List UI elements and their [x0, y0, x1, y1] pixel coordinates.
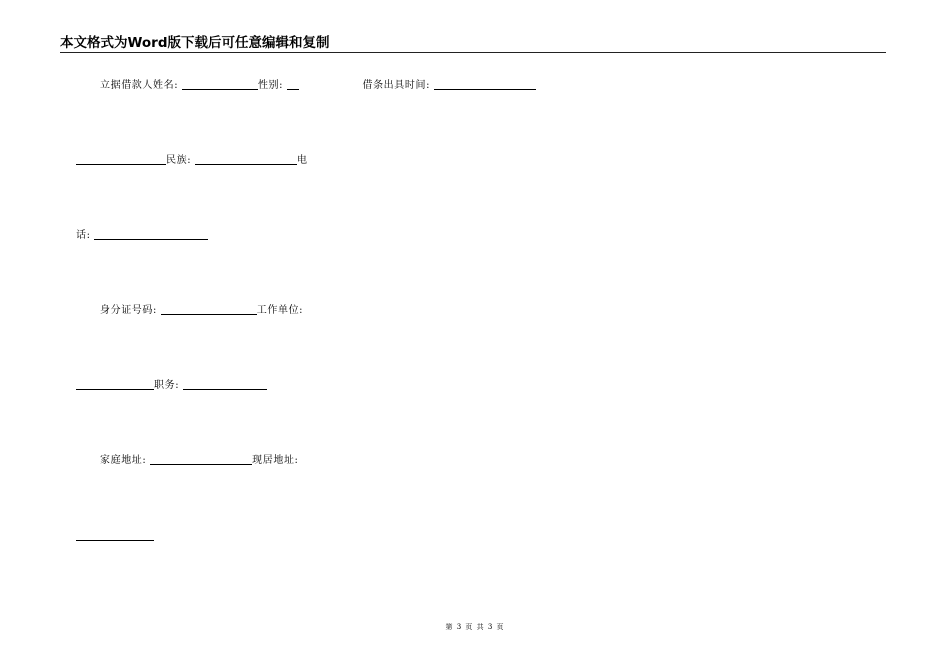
- position-blank: [183, 379, 267, 390]
- issue-time-label: 借条出具时间:: [362, 80, 431, 91]
- gender-blank: [287, 79, 299, 90]
- page-number: 第 3 页 共 3 页: [445, 623, 505, 631]
- form-line-5: [76, 379, 267, 393]
- id-number-blank: [161, 304, 257, 315]
- work-unit-label: 工作单位:: [256, 305, 304, 316]
- form-line-7: [76, 530, 154, 544]
- form-line-6: [100, 454, 299, 468]
- form-line-4: [100, 304, 303, 318]
- position-label: 职务:: [154, 380, 180, 391]
- work-unit-blank: [76, 379, 154, 390]
- header-divider: [60, 52, 886, 53]
- issue-time-blank: [434, 79, 536, 90]
- page-title: 本文格式为Word版下载后可任意编辑和复制: [60, 35, 330, 51]
- home-address-label: 家庭地址:: [100, 455, 147, 466]
- form-line-2: [76, 154, 308, 168]
- phone-label-start: 电: [296, 155, 308, 166]
- borrower-name-blank: [182, 79, 258, 90]
- form-line-1: [100, 79, 536, 93]
- current-address-blank: [76, 530, 154, 541]
- id-number-label: 身分证号码:: [100, 305, 157, 316]
- ethnicity-blank: [195, 154, 297, 165]
- phone-blank: [94, 229, 208, 240]
- ethnicity-label: 民族:: [166, 155, 192, 166]
- gender-label: 性别:: [257, 80, 284, 91]
- borrower-name-label: 立据借款人姓名:: [100, 80, 179, 91]
- phone-label-end: 话:: [76, 230, 91, 241]
- current-address-label: 现居地址:: [252, 455, 299, 466]
- home-address-blank: [150, 454, 252, 465]
- form-line-3: [76, 229, 208, 243]
- name-continuation-blank: [76, 154, 166, 165]
